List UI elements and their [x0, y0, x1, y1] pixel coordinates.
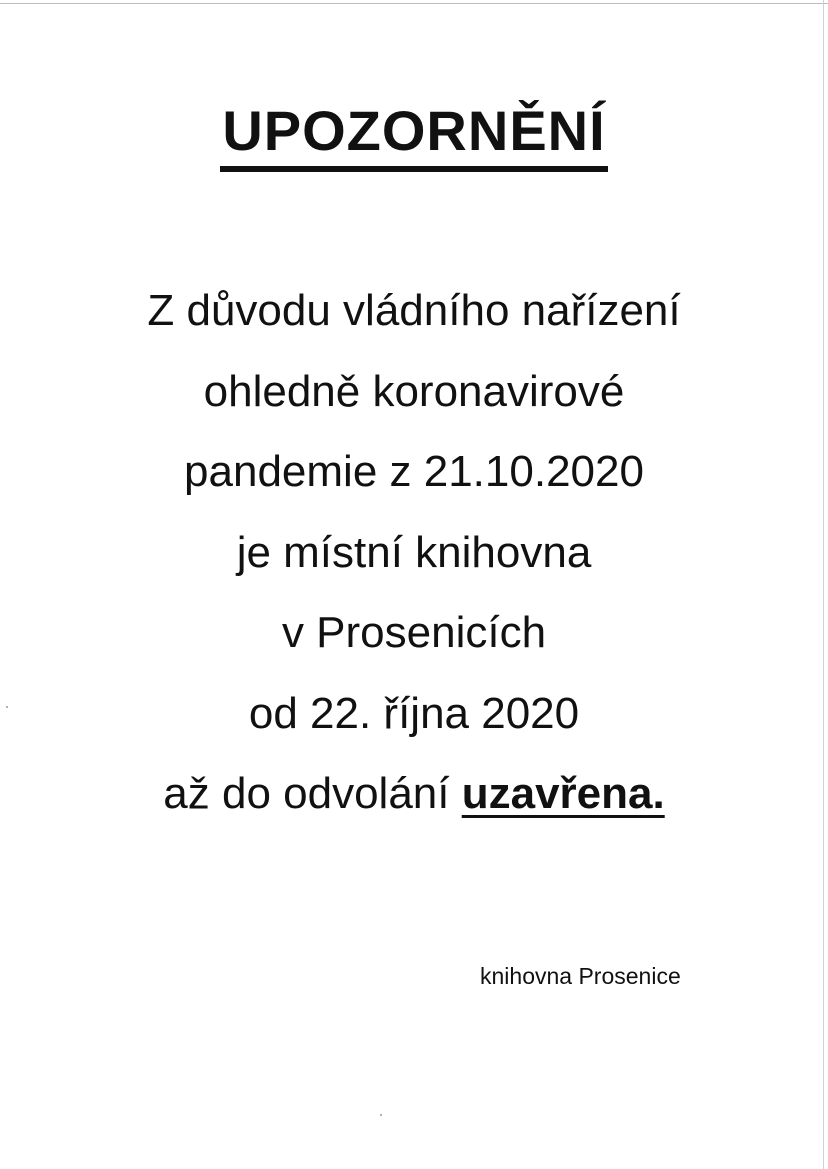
message-line-2: ohledně koronavirové [203, 366, 625, 416]
scan-speck [6, 706, 8, 708]
message-line-6: od 22. října 2020 [248, 688, 580, 738]
signature: knihovna Prosenice [480, 963, 681, 989]
message-line-5: v Prosenicích [281, 608, 547, 657]
notice-heading [0, 98, 828, 172]
message-line-1: Z důvodu vládního nařízení [147, 286, 681, 335]
message-line-4: je místní knihovna [236, 527, 592, 577]
message-line-3: pandemie z 21.10.2020 [184, 447, 644, 496]
notice-heading-text: UPOZORNĚNÍ [220, 98, 607, 172]
message-line-7-prefix: až do odvolání [163, 769, 462, 818]
scan-edge-top [0, 3, 828, 4]
closed-emphasis: uzavřena. [461, 769, 665, 818]
notice-message [0, 271, 828, 835]
scan-speck [380, 1114, 382, 1116]
message-line-7 [0, 754, 828, 835]
